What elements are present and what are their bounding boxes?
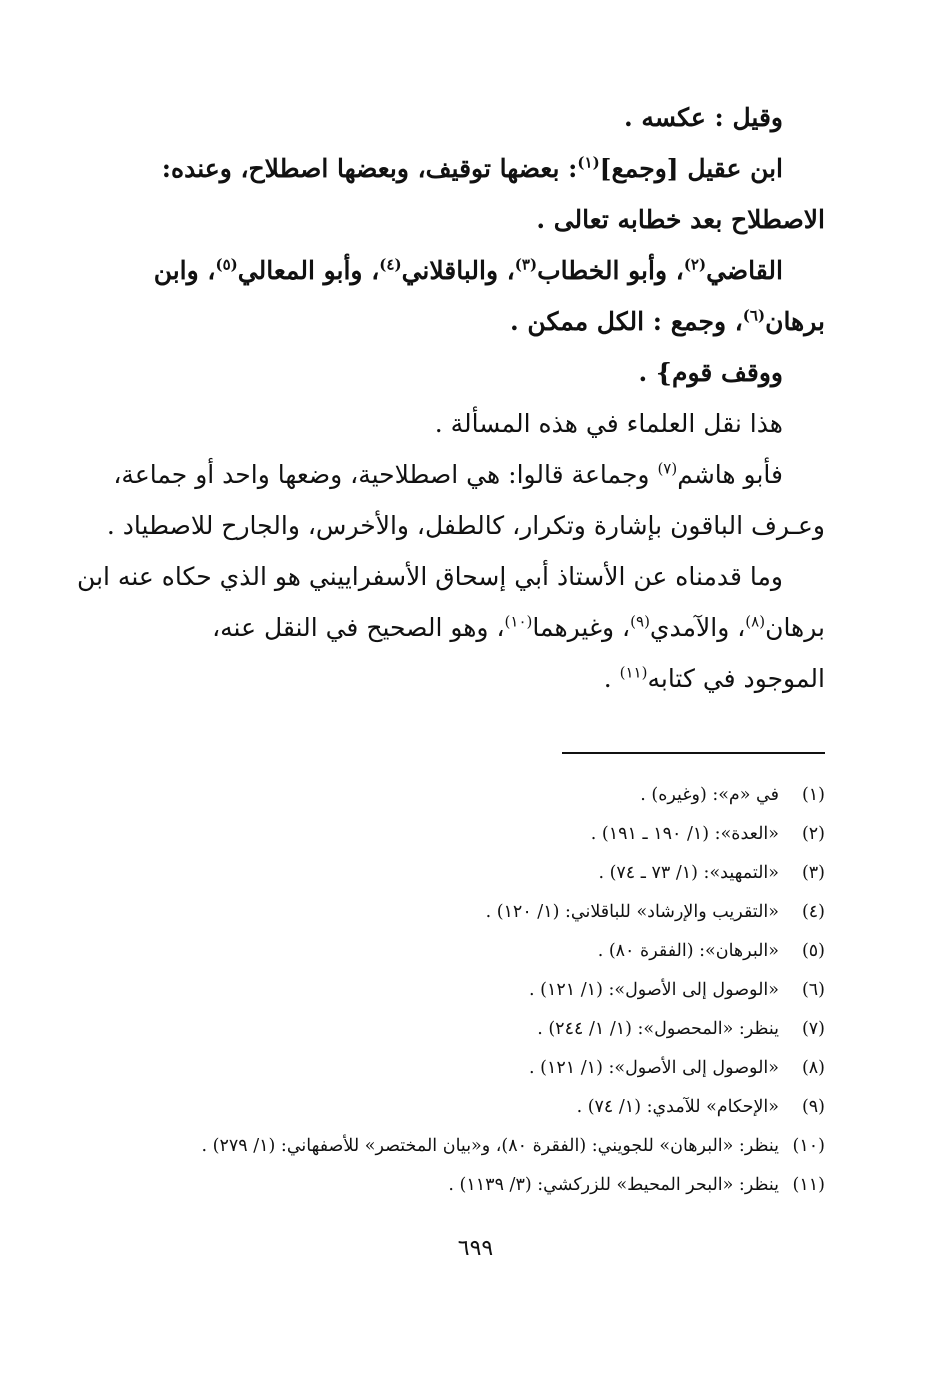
text-line-11 <box>125 602 825 653</box>
footnote-number: (٣) <box>801 863 825 883</box>
text-line-4 <box>125 245 825 296</box>
text-segment: الاصطلاح بعد خطابه تعالى . <box>536 205 825 234</box>
footnote-number: (٦) <box>801 980 825 1000</box>
footnote-text: ينظر: «المحصول»: (١/ ١/ ٢٤٤) . <box>537 1019 779 1039</box>
text-segment: ، والباقلاني <box>401 256 515 285</box>
footnote-number: (٥) <box>801 941 825 961</box>
footnote-4 <box>125 893 825 932</box>
footnote-7 <box>125 1010 825 1049</box>
footnote-text: «الوصول إلى الأصول»: (١/ ١٢١) . <box>529 980 779 1000</box>
text-segment: وما قدمناه عن الأستاذ أبي إسحاق الأسفراييني هو الذي حكاه عنه ابن <box>77 562 783 591</box>
text-line-8 <box>113 449 825 500</box>
text-segment: . <box>603 664 620 693</box>
text-segment: وجماعة قالوا: هي اصطلاحية، وضعها واحد أو جماعة، <box>113 460 658 489</box>
text-line-7 <box>125 398 825 449</box>
footnote-5 <box>125 932 825 971</box>
text-segment: وعـرف الباقون بإشارة وتكرار، كالطفل، والأخرس، والجارح للاصطياد . <box>106 511 825 540</box>
text-segment: ، وأبو الخطاب <box>537 256 684 285</box>
text-segment: هذا نقل العلماء في هذه المسألة . <box>434 409 783 438</box>
text-segment: ، وجمع : الكل ممكن . <box>510 307 743 336</box>
footnote-marker[interactable]: (٢) <box>683 255 707 274</box>
footnote-text: «البرهان»: (الفقرة ٨٠) . <box>597 941 779 961</box>
footnote-number: (٨) <box>801 1058 825 1078</box>
footnote-text: «العدة»: (١/ ١٩٠ ـ ١٩١) . <box>590 824 779 844</box>
footnote-marker[interactable]: (٩) <box>630 612 650 631</box>
main-text <box>77 92 825 704</box>
text-segment: الموجود في كتابه <box>647 664 825 693</box>
text-line-5 <box>125 296 825 347</box>
footnote-text: «الوصول إلى الأصول»: (١/ ١٢١) . <box>529 1058 779 1078</box>
text-line-2 <box>125 143 825 194</box>
footnote-6 <box>125 971 825 1010</box>
footnote-8 <box>125 1049 825 1088</box>
text-segment: ، وغيرهما <box>532 613 631 642</box>
footnote-marker[interactable]: (١١) <box>619 663 648 682</box>
footnote-3 <box>125 854 825 893</box>
footnote-number: (٤) <box>801 902 825 922</box>
text-segment: برهان <box>765 613 825 642</box>
footnote-2 <box>125 815 825 854</box>
footnote-1 <box>125 776 825 815</box>
footnote-9 <box>125 1088 825 1127</box>
footnote-number: (٢) <box>801 824 825 844</box>
footnote-text: «التمهيد»: (١/ ٧٣ ـ ٧٤) . <box>598 863 779 883</box>
text-segment: فأبو هاشم <box>677 460 783 489</box>
text-line-10 <box>77 551 825 602</box>
footnote-text: ينظر: «البحر المحيط» للزركشي: (٣/ ١١٣٩) . <box>448 1175 779 1195</box>
footnote-text: في «م»: (وغيره) . <box>640 785 779 805</box>
text-segment: ، وابن <box>153 256 216 285</box>
footnote-marker[interactable]: (٨) <box>745 612 766 631</box>
text-line-3 <box>125 194 825 245</box>
footnote-11 <box>125 1166 825 1205</box>
footnote-marker[interactable]: (٥) <box>215 255 238 274</box>
footnote-number: (٧) <box>801 1019 825 1039</box>
footnote-text: ينظر: «البرهان» للجويني: (الفقرة ٨٠)، و«بيان المختصر» للأصفهاني: (١/ ٢٧٩) . <box>201 1136 779 1156</box>
footnote-text: «التقريب والإرشاد» للباقلاني: (١/ ١٢٠) . <box>485 902 779 922</box>
text-segment: القاضي <box>706 256 783 285</box>
text-line-9 <box>106 500 825 551</box>
text-segment: برهان <box>765 307 825 336</box>
footnote-marker[interactable]: (١) <box>577 153 600 172</box>
page-number: ٦٩٩ <box>457 1236 494 1261</box>
footnote-marker[interactable]: (٣) <box>514 255 538 274</box>
text-line-12 <box>125 653 825 704</box>
footnote-divider <box>562 752 825 754</box>
text-segment: ، والآمدي <box>649 613 746 642</box>
footnote-marker[interactable]: (١٠) <box>504 612 533 631</box>
footnote-marker[interactable]: (٤) <box>379 255 402 274</box>
text-segment: ، وأبو المعالي <box>237 256 380 285</box>
text-segment: : بعضها توقيف، وبعضها اصطلاح، وعنده: <box>161 154 578 183</box>
footnote-number: (١) <box>801 785 825 805</box>
text-segment: ووقف قوم} . <box>638 358 783 387</box>
footnote-marker[interactable]: (٦) <box>742 306 766 325</box>
footnote-10 <box>125 1127 825 1166</box>
footnote-text: «الإحكام» للآمدي: (١/ ٧٤) . <box>576 1097 779 1117</box>
text-segment: ، وهو الصحيح في النقل عنه، <box>212 613 505 642</box>
footnote-number: (٩) <box>801 1097 825 1117</box>
footnote-marker[interactable]: (٧) <box>657 459 678 478</box>
text-segment: ابن عقيل [وجمع] <box>599 154 783 183</box>
footnote-number: (١١) <box>792 1175 825 1195</box>
footnotes <box>125 776 825 1205</box>
text-line-1 <box>125 92 825 143</box>
footnote-number: (١٠) <box>792 1136 825 1156</box>
text-line-6 <box>125 347 825 398</box>
text-segment: وقيل : عكسه . <box>624 103 783 132</box>
